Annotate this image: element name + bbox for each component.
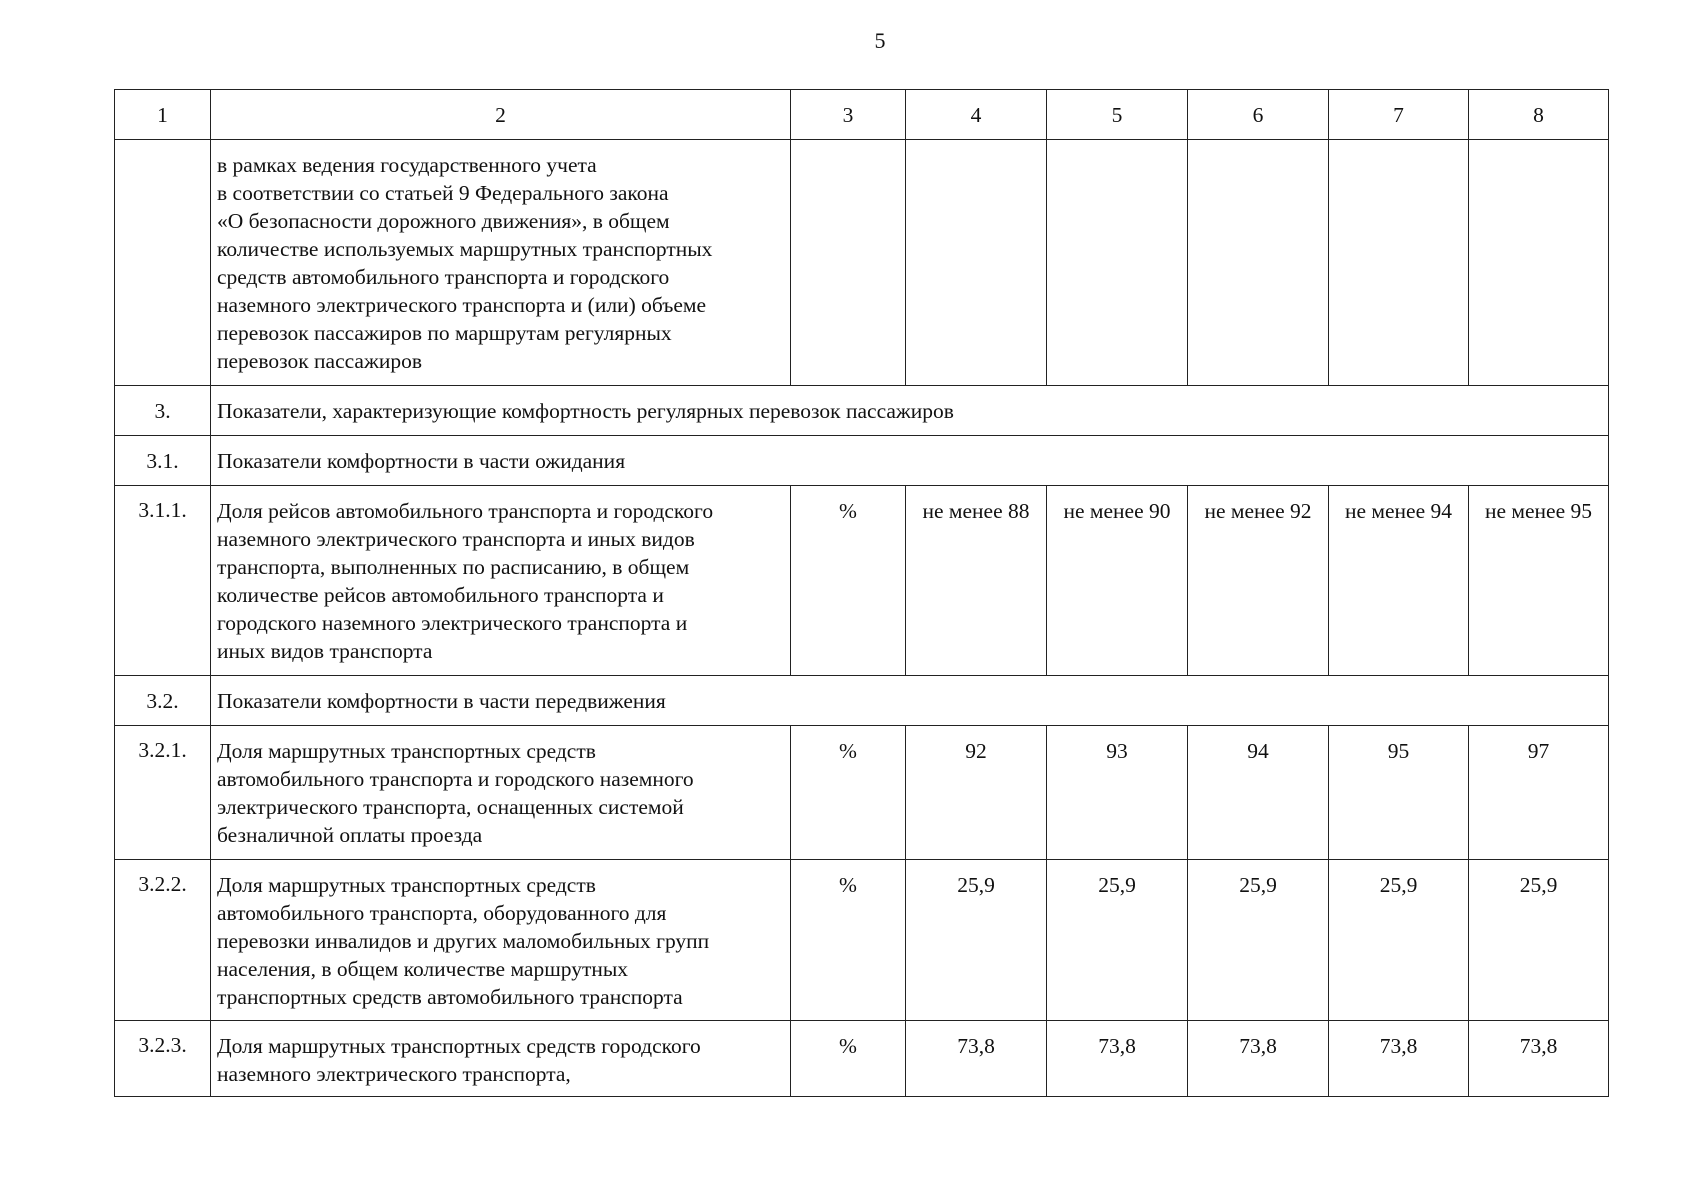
row-value: 25,9 (1469, 860, 1609, 1021)
description-line: количестве рейсов автомобильного транспорта и (217, 583, 664, 607)
description-line: безналичной оплаты проезда (217, 823, 483, 847)
description-line: автомобильного транспорта и городского наземного (217, 767, 694, 791)
section-number: 3.1. (115, 436, 211, 486)
row-value: 73,8 (1469, 1021, 1609, 1097)
row-value: 97 (1469, 726, 1609, 860)
row-unit: % (791, 726, 906, 860)
row-number: 3.2.3. (115, 1021, 211, 1097)
row-value: 95 (1329, 726, 1469, 860)
row-description (211, 726, 791, 860)
row-value: 73,8 (1188, 1021, 1329, 1097)
section-number: 3. (115, 386, 211, 436)
row-value: 94 (1188, 726, 1329, 860)
header-cell: 5 (1047, 90, 1188, 140)
section-number: 3.2. (115, 676, 211, 726)
description-line: электрического транспорта, оснащенных системой (217, 795, 684, 819)
row-number: 3.2.1. (115, 726, 211, 860)
table-row (115, 860, 1609, 1021)
row-value (1188, 140, 1329, 386)
description-line: иных видов транспорта (217, 639, 433, 663)
table-row (115, 486, 1609, 676)
row-value: 25,9 (1188, 860, 1329, 1021)
header-cell: 6 (1188, 90, 1329, 140)
description-line: перевозки инвалидов и других маломобильных групп (217, 929, 710, 953)
table-row (115, 140, 1609, 386)
section-title: Показатели комфортности в части ожидания (211, 436, 1609, 486)
description-line: транспорта, выполненных по расписанию, в общем (217, 555, 690, 579)
header-cell: 3 (791, 90, 906, 140)
row-value: 93 (1047, 726, 1188, 860)
row-description (211, 860, 791, 1021)
row-value: не менее 88 (906, 486, 1047, 676)
description-line: в рамках ведения государственного учета (217, 153, 597, 177)
header-cell: 8 (1469, 90, 1609, 140)
description-line: Доля маршрутных транспортных средств городского (217, 1034, 701, 1058)
description-line: транспортных средств автомобильного транспорта (217, 985, 683, 1009)
description-line: городского наземного электрического транспорта и (217, 611, 688, 635)
table-header-row (115, 90, 1609, 140)
header-cell: 2 (211, 90, 791, 140)
header-cell: 7 (1329, 90, 1469, 140)
section-title: Показатели, характеризующие комфортность регулярных перевозок пассажиров (211, 386, 1609, 436)
row-value: не менее 95 (1469, 486, 1609, 676)
row-unit: % (791, 1021, 906, 1097)
row-description (211, 1021, 791, 1097)
row-value: 73,8 (1047, 1021, 1188, 1097)
row-value: 73,8 (906, 1021, 1047, 1097)
table-row (115, 1021, 1609, 1097)
description-line: «О безопасности дорожного движения», в общем (217, 209, 670, 233)
description-line: наземного электрического транспорта, (217, 1062, 571, 1086)
row-number: 3.1.1. (115, 486, 211, 676)
section-row (115, 676, 1609, 726)
row-description (211, 140, 791, 386)
description-line: автомобильного транспорта, оборудованного для (217, 901, 667, 925)
row-value: не менее 90 (1047, 486, 1188, 676)
row-value: не менее 94 (1329, 486, 1469, 676)
header-cell: 4 (906, 90, 1047, 140)
page-number: 5 (874, 28, 886, 53)
row-value (906, 140, 1047, 386)
row-unit (791, 140, 906, 386)
section-title: Показатели комфортности в части передвижения (211, 676, 1609, 726)
description-line: в соответствии со статьей 9 Федерального закона (217, 181, 669, 205)
row-value (1047, 140, 1188, 386)
description-line: Доля маршрутных транспортных средств (217, 873, 596, 897)
row-value (1469, 140, 1609, 386)
row-value: не менее 92 (1188, 486, 1329, 676)
description-line: населения, в общем количестве маршрутных (217, 957, 629, 981)
description-line: наземного электрического транспорта и (или) объеме (217, 293, 707, 317)
row-description (211, 486, 791, 676)
row-unit: % (791, 486, 906, 676)
row-number: 3.2.2. (115, 860, 211, 1021)
description-line: количестве используемых маршрутных транспортных (217, 237, 713, 261)
description-line: Доля маршрутных транспортных средств (217, 739, 596, 763)
row-value: 92 (906, 726, 1047, 860)
indicators-table (114, 89, 1609, 1097)
row-value: 25,9 (1329, 860, 1469, 1021)
section-row (115, 436, 1609, 486)
description-line: средств автомобильного транспорта и городского (217, 265, 670, 289)
table-row (115, 726, 1609, 860)
description-line: наземного электрического транспорта и иных видов (217, 527, 695, 551)
description-line: перевозок пассажиров (217, 349, 422, 373)
row-unit: % (791, 860, 906, 1021)
description-line: Доля рейсов автомобильного транспорта и городского (217, 499, 714, 523)
row-value: 25,9 (906, 860, 1047, 1021)
row-value: 25,9 (1047, 860, 1188, 1021)
description-line: перевозок пассажиров по маршрутам регулярных (217, 321, 672, 345)
header-cell: 1 (115, 90, 211, 140)
section-row (115, 386, 1609, 436)
row-value (1329, 140, 1469, 386)
row-number (115, 140, 211, 386)
row-value: 73,8 (1329, 1021, 1469, 1097)
